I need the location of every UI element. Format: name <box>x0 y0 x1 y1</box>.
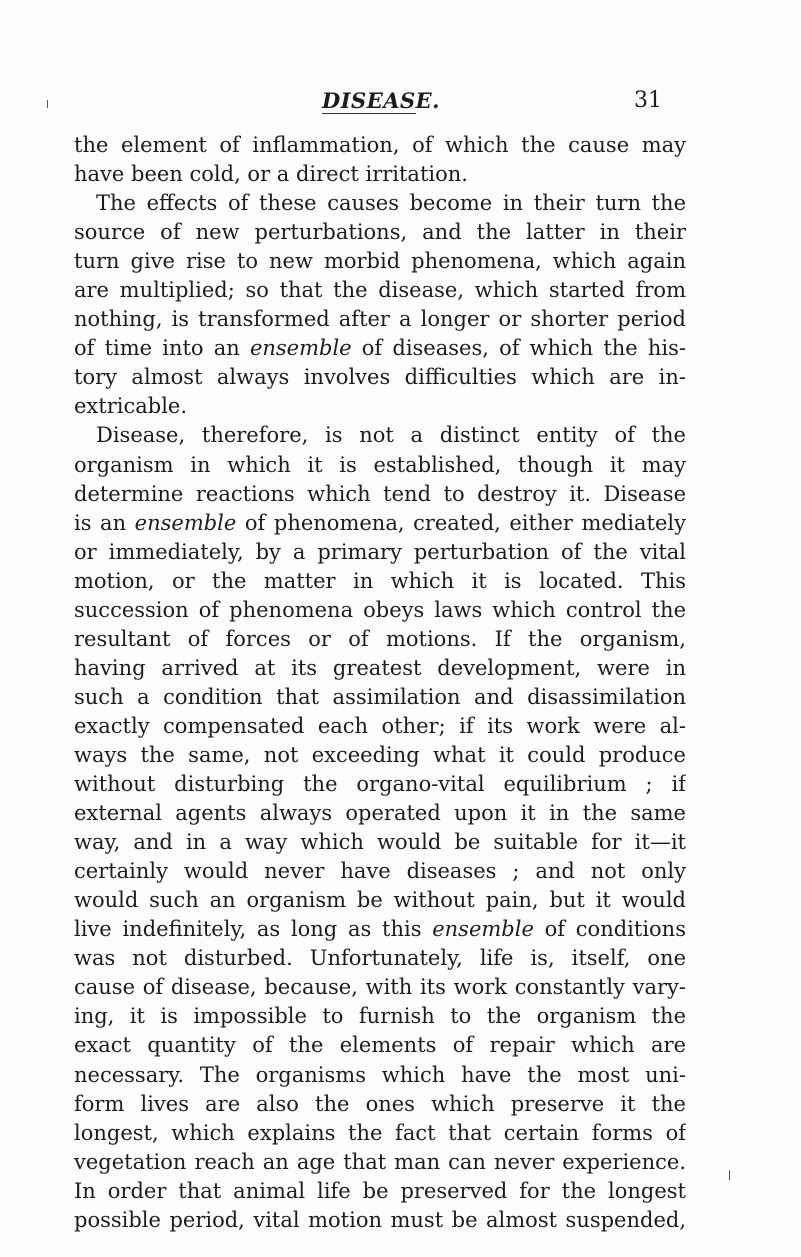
text-line: turn give rise to new morbid phenomena, which again <box>74 249 686 274</box>
text-line: organism in which it is established, though it may <box>74 452 686 477</box>
text-line: vegetation reach an age that man can never experience. <box>74 1149 686 1174</box>
text-line: possible period, vital motion must be almost suspended, <box>74 1207 686 1232</box>
paragraph-start-line: The effects of these causes become in their turn the <box>96 191 686 216</box>
running-head <box>0 86 801 116</box>
italic-term: ensemble <box>432 917 534 942</box>
scan-speck <box>47 100 48 108</box>
text-line: is an ensemble of phenomena, created, either mediately <box>74 510 686 535</box>
text-line: necessary. The organisms which have the most uni- <box>74 1062 686 1087</box>
text-line: resultant of forces or of motions. If the organism, <box>74 626 686 651</box>
text-line: live indefinitely, as long as this ensemble of conditions <box>74 917 686 942</box>
text-line: are multiplied; so that the disease, which started from <box>74 278 686 303</box>
text-line: ing, it is impossible to furnish to the organism the <box>74 1004 686 1029</box>
text-line: determine reactions which tend to destroy it. Disease <box>74 481 686 506</box>
running-head-title: DISEASE. <box>322 88 440 113</box>
text-line: such a condition that assimilation and disassimilation <box>74 684 686 709</box>
text-line: was not disturbed. Unfortunately, life is, itself, one <box>74 946 686 971</box>
running-head-rule <box>322 113 416 114</box>
text-line: longest, which explains the fact that certain forms of <box>74 1120 686 1145</box>
text-line: the element of inflammation, of which the cause may <box>74 133 686 157</box>
text-line: cause of disease, because, with its work constantly vary- <box>74 975 686 1000</box>
page-number: 31 <box>634 88 662 113</box>
text-line: would such an organism be without pain, but it would <box>74 888 686 913</box>
text-line: having arrived at its greatest development, were in <box>74 655 686 680</box>
text-line: In order that animal life be preserved for the longest <box>74 1178 686 1203</box>
text-line: certainly would never have diseases ; and not only <box>74 859 686 884</box>
text-line: motion, or the matter in which it is located. This <box>74 568 686 593</box>
text-line: exact quantity of the elements of repair which are <box>74 1033 686 1058</box>
scan-speck <box>729 1170 730 1180</box>
text-line: of time into an ensemble of diseases, of which the his- <box>74 336 686 361</box>
text-line: external agents always operated upon it in the same <box>74 801 686 826</box>
text-line: ways the same, not exceeding what it could produce <box>74 742 686 767</box>
text-line: exactly compensated each other; if its work were al- <box>74 713 686 738</box>
text-line: or immediately, by a primary perturbation of the vital <box>74 539 686 564</box>
text-line: tory almost always involves difficulties which are in- <box>74 365 686 390</box>
text-line: without disturbing the organo-vital equilibrium ; if <box>74 772 686 797</box>
paragraph-start-line: Disease, therefore, is not a distinct entity of the <box>96 423 686 448</box>
text-line: have been cold, or a direct irritation. <box>74 162 468 187</box>
text-line: succession of phenomena obeys laws which control the <box>74 597 686 622</box>
text-line: form lives are also the ones which preserve it the <box>74 1091 686 1116</box>
text-line: nothing, is transformed after a longer or shorter period <box>74 307 686 332</box>
text-line: extricable. <box>74 394 188 419</box>
text-line: source of new perturbations, and the latter in their <box>74 220 686 245</box>
italic-term: ensemble <box>134 510 237 535</box>
body-text <box>74 131 686 1235</box>
text-line: way, and in a way which would be suitable for it—it <box>74 830 686 855</box>
italic-term: ensemble <box>249 336 352 361</box>
